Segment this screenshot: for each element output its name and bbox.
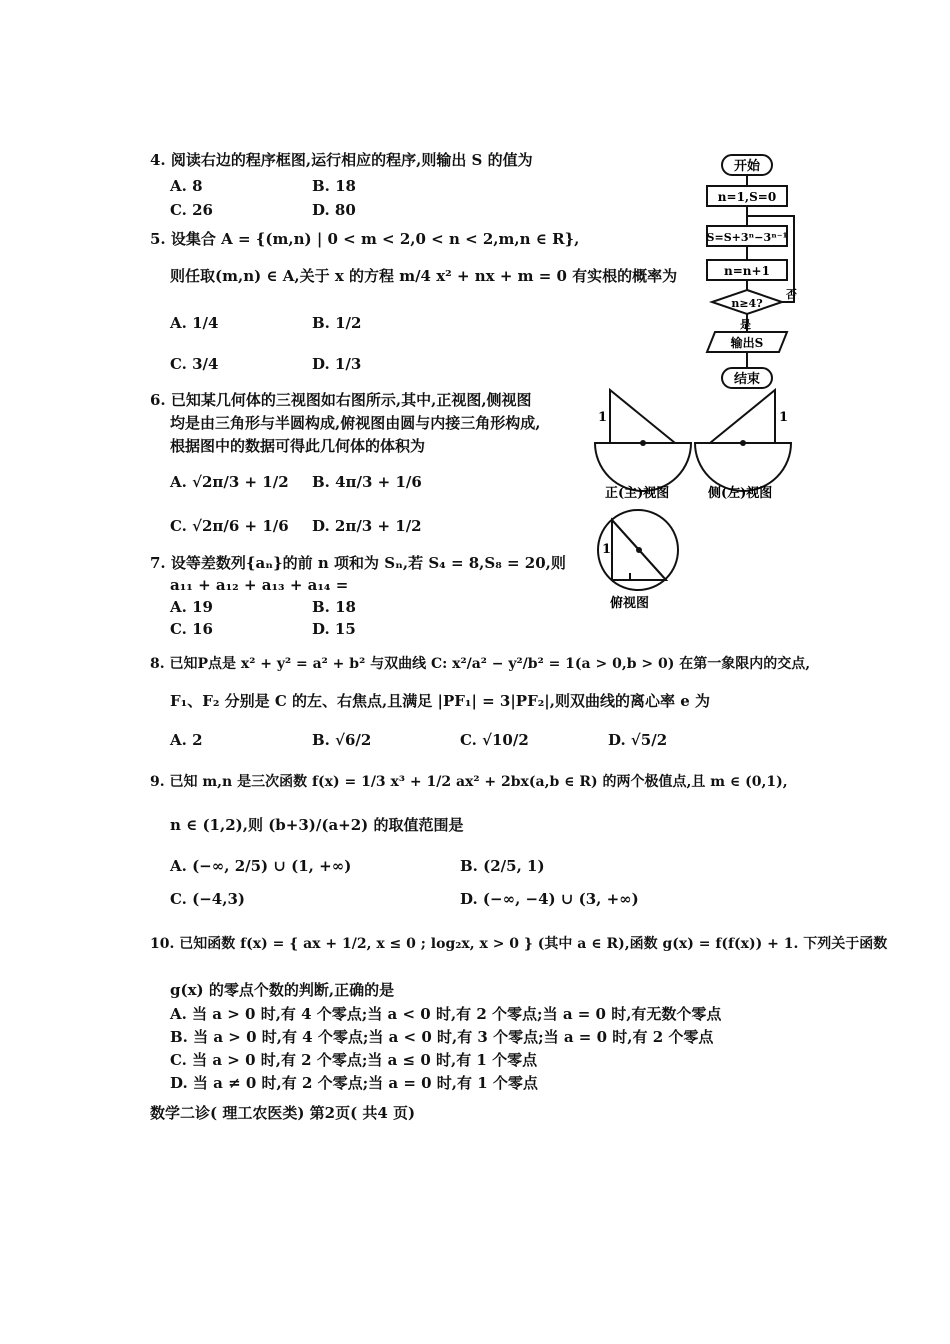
q4-option-c: C. 26 — [170, 201, 213, 219]
q8-stem-line1: 8. 已知P点是 x² + y² = a² + b² 与双曲线 C: x²/a² − y²/b² = 1(a > 0,b > 0) 在第一象限内的交点, — [150, 656, 811, 672]
q6-stem-line2: 均是由三角形与半圆构成,俯视图由圆与内接三角形构成, — [170, 414, 541, 432]
q7-stem-line2: a₁₁ + a₁₂ + a₁₃ + a₁₄ = — [170, 576, 349, 594]
q8-option-c: C. √10/2 — [460, 731, 529, 749]
q6-option-b: B. 4π/3 + 1/6 — [312, 473, 422, 491]
q10-stem-line1: 10. 已知函数 f(x) = { ax + 1/2, x ≤ 0 ; log₂x, x > 0 } (其中 a ∈ R),函数 g(x) = f(f(x)) + 1. 下列关于函数 — [150, 936, 888, 952]
q5-option-c: C. 3/4 — [170, 355, 219, 373]
front-view-triangle — [610, 390, 675, 443]
front-view-dimension: 1 — [598, 410, 608, 425]
q6-option-a: A. √2π/3 + 1/2 — [170, 473, 289, 491]
q7-option-a: A. 19 — [170, 598, 213, 616]
q5-option-a: A. 1/4 — [170, 314, 219, 332]
flowchart-init-label: n=1,S=0 — [717, 190, 777, 204]
side-view-dimension: 1 — [779, 410, 789, 425]
q6-stem-line3: 根据图中的数据可得此几何体的体积为 — [170, 437, 426, 455]
q5-option-b: B. 1/2 — [312, 314, 362, 332]
q10-option-a: A. 当 a > 0 时,有 4 个零点;当 a < 0 时,有 2 个零点;当 a = 0 时,有无数个零点 — [170, 1005, 722, 1023]
q6-option-d: D. 2π/3 + 1/2 — [312, 517, 422, 535]
q8-stem-line2: F₁、F₂ 分别是 C 的左、右焦点,且满足 |PF₁| = 3|PF₂|,则双曲线的离心率 e 为 — [170, 692, 710, 710]
q6-option-c: C. √2π/6 + 1/6 — [170, 517, 289, 535]
flowchart-update-n-label: n=n+1 — [724, 264, 770, 278]
q8-option-d: D. √5/2 — [608, 731, 668, 749]
q7-stem-line1: 7. 设等差数列{aₙ}的前 n 项和为 Sₙ,若 S₄ = 8,S₈ = 20,则 — [150, 554, 566, 572]
q4-option-a: A. 8 — [170, 177, 203, 195]
flowchart-start-label: 开始 — [733, 159, 761, 174]
side-view-semicircle — [695, 443, 791, 491]
q5-option-d: D. 1/3 — [312, 355, 362, 373]
q5-stem-line2: 则任取(m,n) ∈ A,关于 x 的方程 m/4 x² + nx + m = 0 有实根的概率为 — [170, 267, 678, 285]
flowchart-decision-label: n≥4? — [731, 297, 763, 310]
q8-option-b: B. √6/2 — [312, 731, 372, 749]
flowchart-update-s-label: S=S+3ⁿ−3ⁿ⁻¹ — [706, 231, 788, 244]
front-view-semicircle — [595, 443, 691, 491]
q7-option-d: D. 15 — [312, 620, 356, 638]
q9-option-d: D. (−∞, −4) ∪ (3, +∞) — [460, 890, 639, 908]
q7-option-c: C. 16 — [170, 620, 213, 638]
q10-stem-line2: g(x) 的零点个数的判断,正确的是 — [170, 981, 395, 999]
q4-stem: 4. 阅读右边的程序框图,运行相应的程序,则输出 S 的值为 — [150, 151, 533, 169]
q10-option-d: D. 当 a ≠ 0 时,有 2 个零点;当 a = 0 时,有 1 个零点 — [170, 1074, 538, 1092]
page-footer: 数学二诊( 理工农医类) 第2页( 共4 页) — [150, 1104, 416, 1122]
side-view-label: 侧(左)视图 — [708, 486, 773, 501]
q9-stem-line1: 9. 已知 m,n 是三次函数 f(x) = 1/3 x³ + 1/2 ax² + 2bx(a,b ∈ R) 的两个极值点,且 m ∈ (0,1), — [150, 774, 788, 790]
top-view-label: 俯视图 — [610, 596, 650, 611]
top-view-dimension: 1 — [602, 542, 612, 557]
flowchart-yes-label: 是 — [740, 318, 751, 331]
q5-stem-line1: 5. 设集合 A = {(m,n) | 0 < m < 2,0 < n < 2,m,n ∈ R}, — [150, 230, 580, 248]
q6-stem-line1: 6. 已知某几何体的三视图如右图所示,其中,正视图,侧视图 — [150, 391, 532, 409]
flowchart-no-label: 否 — [786, 288, 797, 301]
flowchart-output-label: 输出S — [730, 336, 764, 350]
q10-option-b: B. 当 a > 0 时,有 4 个零点;当 a < 0 时,有 3 个零点;当 a = 0 时,有 2 个零点 — [170, 1028, 714, 1046]
three-views-diagram — [590, 385, 810, 615]
q9-option-a: A. (−∞, 2/5) ∪ (1, +∞) — [170, 857, 352, 875]
flowchart-diagram — [690, 150, 810, 395]
flowchart-end-label: 结束 — [733, 372, 761, 387]
q7-option-b: B. 18 — [312, 598, 356, 616]
q9-stem-line2: n ∈ (1,2),则 (b+3)/(a+2) 的取值范围是 — [170, 816, 464, 834]
q4-option-b: B. 18 — [312, 177, 356, 195]
side-view-triangle — [710, 390, 775, 443]
front-view-label: 正(主)视图 — [605, 486, 670, 501]
q4-option-d: D. 80 — [312, 201, 356, 219]
q8-option-a: A. 2 — [170, 731, 203, 749]
q10-option-c: C. 当 a > 0 时,有 2 个零点;当 a ≤ 0 时,有 1 个零点 — [170, 1051, 538, 1069]
q9-option-c: C. (−4,3) — [170, 890, 245, 908]
q9-option-b: B. (2/5, 1) — [460, 857, 545, 875]
